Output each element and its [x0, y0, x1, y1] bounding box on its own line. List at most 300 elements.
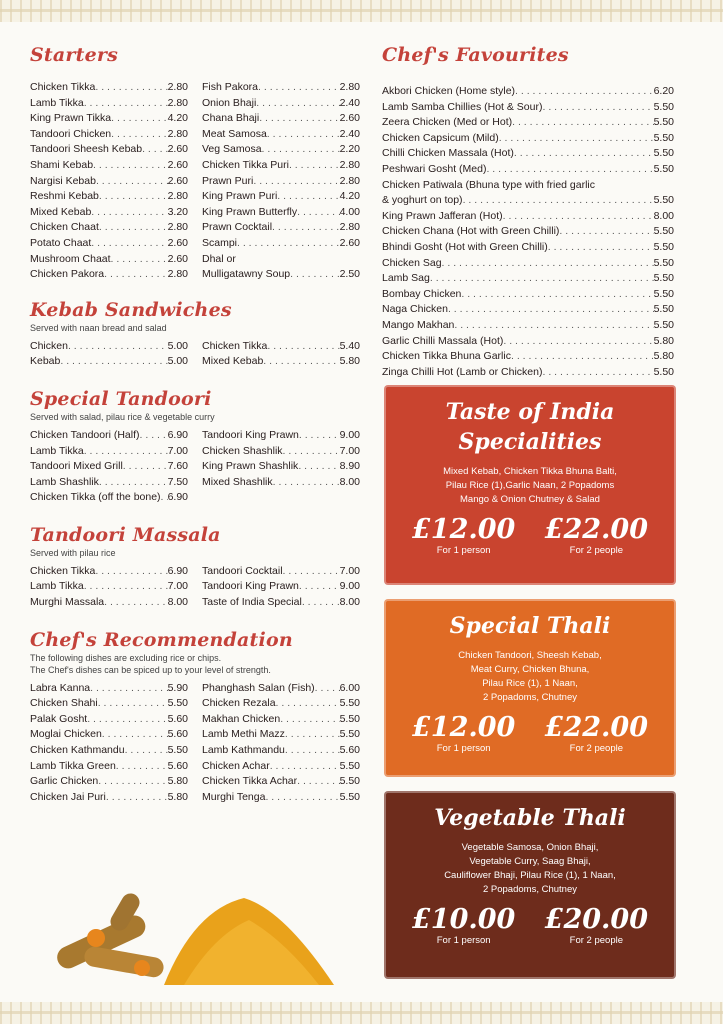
leader-dots [512, 115, 653, 131]
box-description [400, 465, 660, 507]
item-price: 5.50 [653, 225, 674, 238]
menu-item [202, 790, 360, 806]
item-name: Mixed Kebab [30, 205, 92, 218]
item-price: 4.20 [339, 190, 360, 203]
item-price: 5.50 [339, 790, 360, 803]
item-name: Taste of India Special [202, 596, 302, 609]
item-name: Nargisi Kebab [30, 174, 96, 187]
item-price: 6.90 [167, 491, 188, 504]
item-name: Chicken [30, 339, 68, 352]
menu-item [202, 774, 360, 790]
menu-item [30, 96, 188, 112]
menu-item [202, 759, 360, 775]
menu-item [202, 111, 360, 127]
item-name: Tandoori Cocktail [202, 564, 283, 577]
item-name: Chicken Shahi [30, 697, 98, 710]
price-row [400, 713, 660, 754]
leader-dots [98, 774, 167, 790]
menu-item [202, 743, 360, 759]
price-one-person [412, 713, 515, 754]
menu-item [382, 209, 674, 225]
menu-item [382, 131, 674, 147]
leader-dots [542, 365, 653, 381]
item-name: & yoghurt on top) [382, 194, 463, 207]
item-name: Tandoori King Prawn [202, 580, 299, 593]
box-title: Specialities [458, 429, 602, 455]
menu-item [382, 178, 674, 194]
item-name: Potato Chaat [30, 236, 92, 249]
item-price: 2.40 [339, 127, 360, 140]
menu-item [30, 174, 188, 190]
item-price: 5.60 [167, 712, 188, 725]
item-price: 9.00 [339, 428, 360, 441]
item-price: 8.00 [339, 475, 360, 488]
menu-item [382, 100, 674, 116]
description-line: Cauliflower Bhaji, Pilau Rice (1), 1 Naan, [444, 870, 616, 881]
leader-dots [111, 252, 168, 268]
menu-item [382, 334, 674, 350]
item-name: King Prawn Puri [202, 190, 278, 203]
leader-dots [454, 318, 653, 334]
price-value: £12.00 [412, 712, 516, 743]
item-name: Lamb Tikka Green [30, 759, 116, 772]
leader-dots [265, 790, 339, 806]
leader-dots [106, 790, 168, 806]
menu-item [30, 205, 188, 221]
leader-dots [87, 712, 167, 728]
menu-item [30, 712, 188, 728]
decorative-border-top [0, 0, 723, 22]
item-price: 5.40 [339, 339, 360, 352]
leader-dots [98, 696, 168, 712]
leader-dots [253, 174, 339, 190]
starters-section [30, 44, 360, 283]
item-name: Lamb Sag [382, 272, 430, 285]
leader-dots [93, 158, 168, 174]
item-name: Lamb Samba Chillies (Hot & Sour) [382, 100, 543, 113]
item-price: 2.60 [167, 174, 188, 187]
tandoori-section [30, 388, 360, 506]
leader-dots [270, 759, 340, 775]
leader-dots [84, 444, 168, 460]
tandoori-right-list [202, 428, 360, 506]
leader-dots [273, 475, 340, 491]
item-price: 2.20 [339, 143, 360, 156]
item-name: Naga Chicken [382, 303, 448, 316]
item-name: Chicken Shashlik [202, 444, 283, 457]
item-price: 5.60 [167, 728, 188, 741]
item-price: 5.90 [167, 681, 188, 694]
menu-item [30, 579, 188, 595]
item-name: Mixed Kebab [202, 355, 264, 368]
item-name: Chicken Chaat [30, 221, 99, 234]
section-subtitle: Served with naan bread and salad [30, 322, 167, 333]
item-price: 5.00 [167, 339, 188, 352]
description-line: Chicken Tandoori, Sheesh Kebab, [458, 650, 602, 661]
menu-item [202, 220, 360, 236]
menu-item [202, 174, 360, 190]
menu-item [30, 681, 188, 697]
item-name: Chicken Patiwala (Bhuna type with fried garlic [382, 178, 596, 191]
menu-item [30, 127, 188, 143]
menu-item [202, 696, 360, 712]
left-column [30, 44, 360, 819]
item-price: 5.50 [653, 162, 674, 175]
item-name: Chicken Tikka [30, 564, 96, 577]
special-thali-box [384, 599, 676, 777]
menu-item [30, 111, 188, 127]
item-price: 5.50 [167, 697, 188, 710]
item-name: King Prawn Jafferan (Hot) [382, 209, 503, 222]
leader-dots [515, 84, 654, 100]
kebab-section [30, 299, 360, 370]
menu-item [30, 444, 188, 460]
item-price: 8.00 [653, 209, 674, 222]
item-price: 2.80 [339, 81, 360, 93]
item-price: 8.00 [339, 596, 360, 609]
leader-dots [68, 339, 168, 355]
item-name: Murghi Tenga [202, 790, 266, 803]
item-price: 2.50 [339, 268, 360, 281]
item-name: Mushroom Chaat [30, 252, 111, 265]
menu-item [30, 790, 188, 806]
item-price: 2.80 [167, 127, 188, 140]
leader-dots [256, 96, 339, 112]
menu-item [382, 224, 674, 240]
leader-dots [95, 80, 167, 96]
item-name: Makhan Chicken [202, 712, 281, 725]
description-line: Mixed Kebab, Chicken Tikka Bhuna Balti, [443, 466, 617, 477]
box-title: Taste of India [445, 399, 615, 425]
item-name: Chicken Rezala [202, 697, 276, 710]
item-name: Tandoori Mixed Grill [30, 460, 123, 473]
item-name: Kebab [30, 355, 61, 368]
menu-item [30, 158, 188, 174]
leader-dots [297, 774, 339, 790]
menu-item [202, 96, 360, 112]
price-two-people [545, 713, 648, 754]
leader-dots [123, 459, 168, 475]
item-name: Garlic Chilli Massala (Hot) [382, 334, 504, 347]
item-price: 5.50 [339, 697, 360, 710]
item-name: Bombay Chicken [382, 287, 462, 300]
menu-item [30, 459, 188, 475]
leader-dots [140, 428, 168, 444]
item-name: Chicken Tandoori (Half) [30, 428, 140, 441]
menu-item [382, 287, 674, 303]
specialities-box [384, 385, 676, 585]
right-column [382, 44, 674, 380]
starters-left-list [30, 80, 188, 283]
item-name: Chicken Tikka (off the bone) [30, 491, 161, 504]
spice-image [44, 880, 334, 990]
item-price: 2.80 [339, 158, 360, 171]
item-price: 5.50 [653, 240, 674, 253]
item-price: 5.50 [653, 131, 674, 144]
massala-right-list [202, 564, 360, 611]
box-title: Vegetable Thali [434, 805, 626, 831]
item-price: 5.80 [167, 775, 188, 788]
description-line: Pilau Rice (1),Garlic Naan, 2 Popadoms [445, 480, 615, 491]
price-label: For 1 person [436, 743, 491, 754]
leader-dots [272, 220, 340, 236]
item-name: King Prawn Shashlik [202, 460, 299, 473]
item-price: 5.50 [653, 147, 674, 160]
leader-dots [514, 146, 654, 162]
kebab-left-list [30, 339, 188, 370]
price-two-people [545, 515, 648, 556]
item-price: 8.00 [167, 596, 188, 609]
section-title: Tandoori Massala [30, 523, 221, 546]
price-label: For 2 people [569, 545, 623, 556]
menu-item [202, 459, 360, 475]
item-price: 2.60 [167, 158, 188, 171]
item-name: Scampi [202, 236, 238, 249]
item-name: Onion Bhaji [202, 96, 257, 109]
item-price: 5.50 [653, 256, 674, 269]
item-name: Lamb Kathmandu [202, 744, 285, 757]
item-name: Chicken Tikka Puri [202, 158, 289, 171]
leader-dots [315, 681, 340, 697]
menu-item [382, 256, 674, 272]
item-price: 9.00 [339, 580, 360, 593]
menu-item [30, 696, 188, 712]
massala-left-list [30, 564, 188, 611]
leader-dots [542, 100, 653, 116]
leader-dots [142, 142, 167, 158]
leader-dots [104, 595, 167, 611]
leader-dots [111, 111, 167, 127]
leader-dots [430, 271, 654, 287]
leader-dots [237, 236, 340, 252]
section-title: Chef's Favourites [382, 44, 569, 66]
section-subtitle: The following dishes are excluding rice or chips. [30, 652, 222, 663]
item-name: Chicken Kathmandu [30, 744, 125, 757]
menu-item [202, 428, 360, 444]
item-name: Chicken Achar [202, 759, 270, 772]
item-price: 2.60 [339, 112, 360, 125]
item-price: 7.50 [167, 475, 188, 488]
item-name: Shami Kebab [30, 158, 94, 171]
price-value: £12.00 [412, 514, 516, 545]
item-name: Reshmi Kebab [30, 190, 99, 203]
item-price: 2.60 [167, 236, 188, 249]
menu-item [382, 349, 674, 365]
menu-item [30, 727, 188, 743]
price-label: For 2 people [569, 743, 623, 754]
price-label: For 1 person [436, 935, 491, 946]
section-title: Chef's Recommendation [30, 628, 293, 651]
menu-item [202, 564, 360, 580]
menu-item [30, 252, 188, 268]
leader-dots [299, 579, 340, 595]
leader-dots [280, 712, 339, 728]
item-price: 2.80 [167, 81, 188, 93]
item-name: Peshwari Gosht (Med) [382, 162, 487, 175]
item-price: 2.80 [167, 221, 188, 234]
item-name: Chicken Tikka [202, 339, 268, 352]
description-line: Pilau Rice (1), 1 Naan, [482, 678, 578, 689]
section-title: Kebab Sandwiches [30, 298, 232, 321]
section-title: Special Tandoori [30, 387, 212, 410]
item-name: Prawn Cocktail [202, 221, 273, 234]
price-two-people [545, 905, 648, 946]
leader-dots [511, 349, 654, 365]
leader-dots [499, 131, 654, 147]
item-price: 6.00 [339, 681, 360, 694]
menu-item [202, 189, 360, 205]
menu-item [30, 142, 188, 158]
menu-item [30, 80, 188, 96]
menu-item [30, 490, 188, 506]
massala-section [30, 524, 360, 611]
item-price: 6.20 [653, 85, 674, 97]
decorative-border-bottom [0, 1002, 723, 1024]
item-price: 2.80 [339, 221, 360, 234]
item-price: 7.00 [167, 580, 188, 593]
section-subtitle: The Chef's dishes can be spiced up to your level of strength. [30, 664, 271, 675]
leader-dots [302, 595, 340, 611]
price-value: £20.00 [544, 904, 648, 935]
item-price: 2.80 [167, 96, 188, 109]
item-name: Chicken Tikka [30, 81, 96, 93]
menu-item [202, 127, 360, 143]
menu-item [30, 759, 188, 775]
item-name: Tandoori King Prawn [202, 428, 299, 441]
item-name: Zinga Chilli Hot (Lamb or Chicken) [382, 365, 543, 378]
menu-item [30, 236, 188, 252]
leader-dots [267, 339, 339, 355]
section-subtitle: Served with pilau rice [30, 547, 116, 558]
menu-item [202, 579, 360, 595]
description-line: Meat Curry, Chicken Bhuna, [470, 664, 590, 675]
favourites-list [382, 84, 674, 380]
box-description [400, 649, 660, 705]
menu-item [30, 475, 188, 491]
leader-dots [503, 209, 654, 225]
leader-dots [161, 490, 168, 506]
menu-item [382, 365, 674, 381]
item-price: 2.60 [167, 143, 188, 156]
item-price: 5.50 [653, 100, 674, 113]
menu-item [202, 142, 360, 158]
item-price: 7.00 [339, 564, 360, 577]
leader-dots [289, 158, 340, 174]
item-price: 6.90 [167, 428, 188, 441]
item-price: 4.00 [339, 205, 360, 218]
leader-dots [442, 256, 654, 272]
leader-dots [96, 174, 168, 190]
leader-dots [262, 142, 340, 158]
menu-item [382, 162, 674, 178]
item-name: King Prawn Butterfly [202, 205, 298, 218]
leader-dots [263, 354, 339, 370]
recommendation-left-list [30, 681, 188, 806]
item-price: 7.00 [167, 444, 188, 457]
item-price: 5.50 [653, 116, 674, 129]
menu-item [202, 236, 360, 252]
menu-item [202, 339, 360, 355]
item-price: 3.20 [167, 205, 188, 218]
menu-item [30, 564, 188, 580]
leader-dots [116, 759, 168, 775]
menu-item [202, 158, 360, 174]
recommendation-section [30, 629, 360, 806]
item-price: 6.90 [167, 564, 188, 577]
item-price: 5.50 [653, 194, 674, 207]
menu-item [30, 339, 188, 355]
item-price: 5.50 [653, 303, 674, 316]
item-name: Chicken Chana (Hot with Green Chilli) [382, 225, 560, 238]
description-line: Mango & Onion Chutney & Salad [460, 494, 600, 505]
box-description [400, 841, 660, 897]
item-name: Moglai Chicken [30, 728, 102, 741]
kebab-right-list [202, 339, 360, 370]
item-name: Lamb Tikka [30, 96, 84, 109]
description-line: 2 Popadoms, Chutney [482, 692, 577, 703]
item-price: 5.50 [339, 728, 360, 741]
item-price: 2.60 [339, 236, 360, 249]
item-price: 2.40 [339, 96, 360, 109]
leader-dots [258, 80, 340, 96]
menu-item [202, 80, 360, 96]
item-name: Mixed Shashlik [202, 475, 273, 488]
leader-dots [99, 189, 168, 205]
menu-item [202, 681, 360, 697]
leader-dots [461, 287, 653, 303]
item-price: 7.00 [339, 444, 360, 457]
item-price: 5.80 [339, 355, 360, 368]
item-price: 2.80 [167, 268, 188, 281]
leader-dots [91, 236, 167, 252]
item-price: 7.60 [167, 460, 188, 473]
item-price: 5.50 [653, 272, 674, 285]
item-name: Chana Bhaji [202, 112, 260, 125]
leader-dots [111, 127, 167, 143]
menu-item [202, 205, 360, 221]
item-name: Mulligatawny Soup [202, 268, 291, 281]
leader-dots [486, 162, 653, 178]
leader-dots [298, 459, 339, 475]
leader-dots [259, 111, 339, 127]
menu-item [382, 318, 674, 334]
item-price: 5.50 [653, 318, 674, 331]
tandoori-left-list [30, 428, 188, 506]
leader-dots [99, 220, 168, 236]
item-name: Chicken Pakora [30, 268, 105, 281]
leader-dots [548, 240, 654, 256]
menu-item [30, 354, 188, 370]
price-label: For 2 people [569, 935, 623, 946]
item-price: 5.50 [167, 744, 188, 757]
leader-dots [60, 354, 167, 370]
recommendation-right-list [202, 681, 360, 806]
leader-dots [285, 743, 340, 759]
item-price: 2.60 [167, 252, 188, 265]
vegetable-thali-box [384, 791, 676, 979]
item-name: Labra Kanna [30, 681, 91, 694]
menu-item [382, 193, 674, 209]
item-price: 2.80 [167, 190, 188, 203]
menu-item [30, 189, 188, 205]
box-title: Special Thali [449, 613, 611, 639]
item-name: Chicken Tikka Bhuna Garlic [382, 350, 511, 363]
item-price: 5.60 [167, 759, 188, 772]
price-row [400, 905, 660, 946]
menu-item [382, 115, 674, 131]
item-name: Lamb Tikka [30, 580, 84, 593]
leader-dots [84, 96, 168, 112]
